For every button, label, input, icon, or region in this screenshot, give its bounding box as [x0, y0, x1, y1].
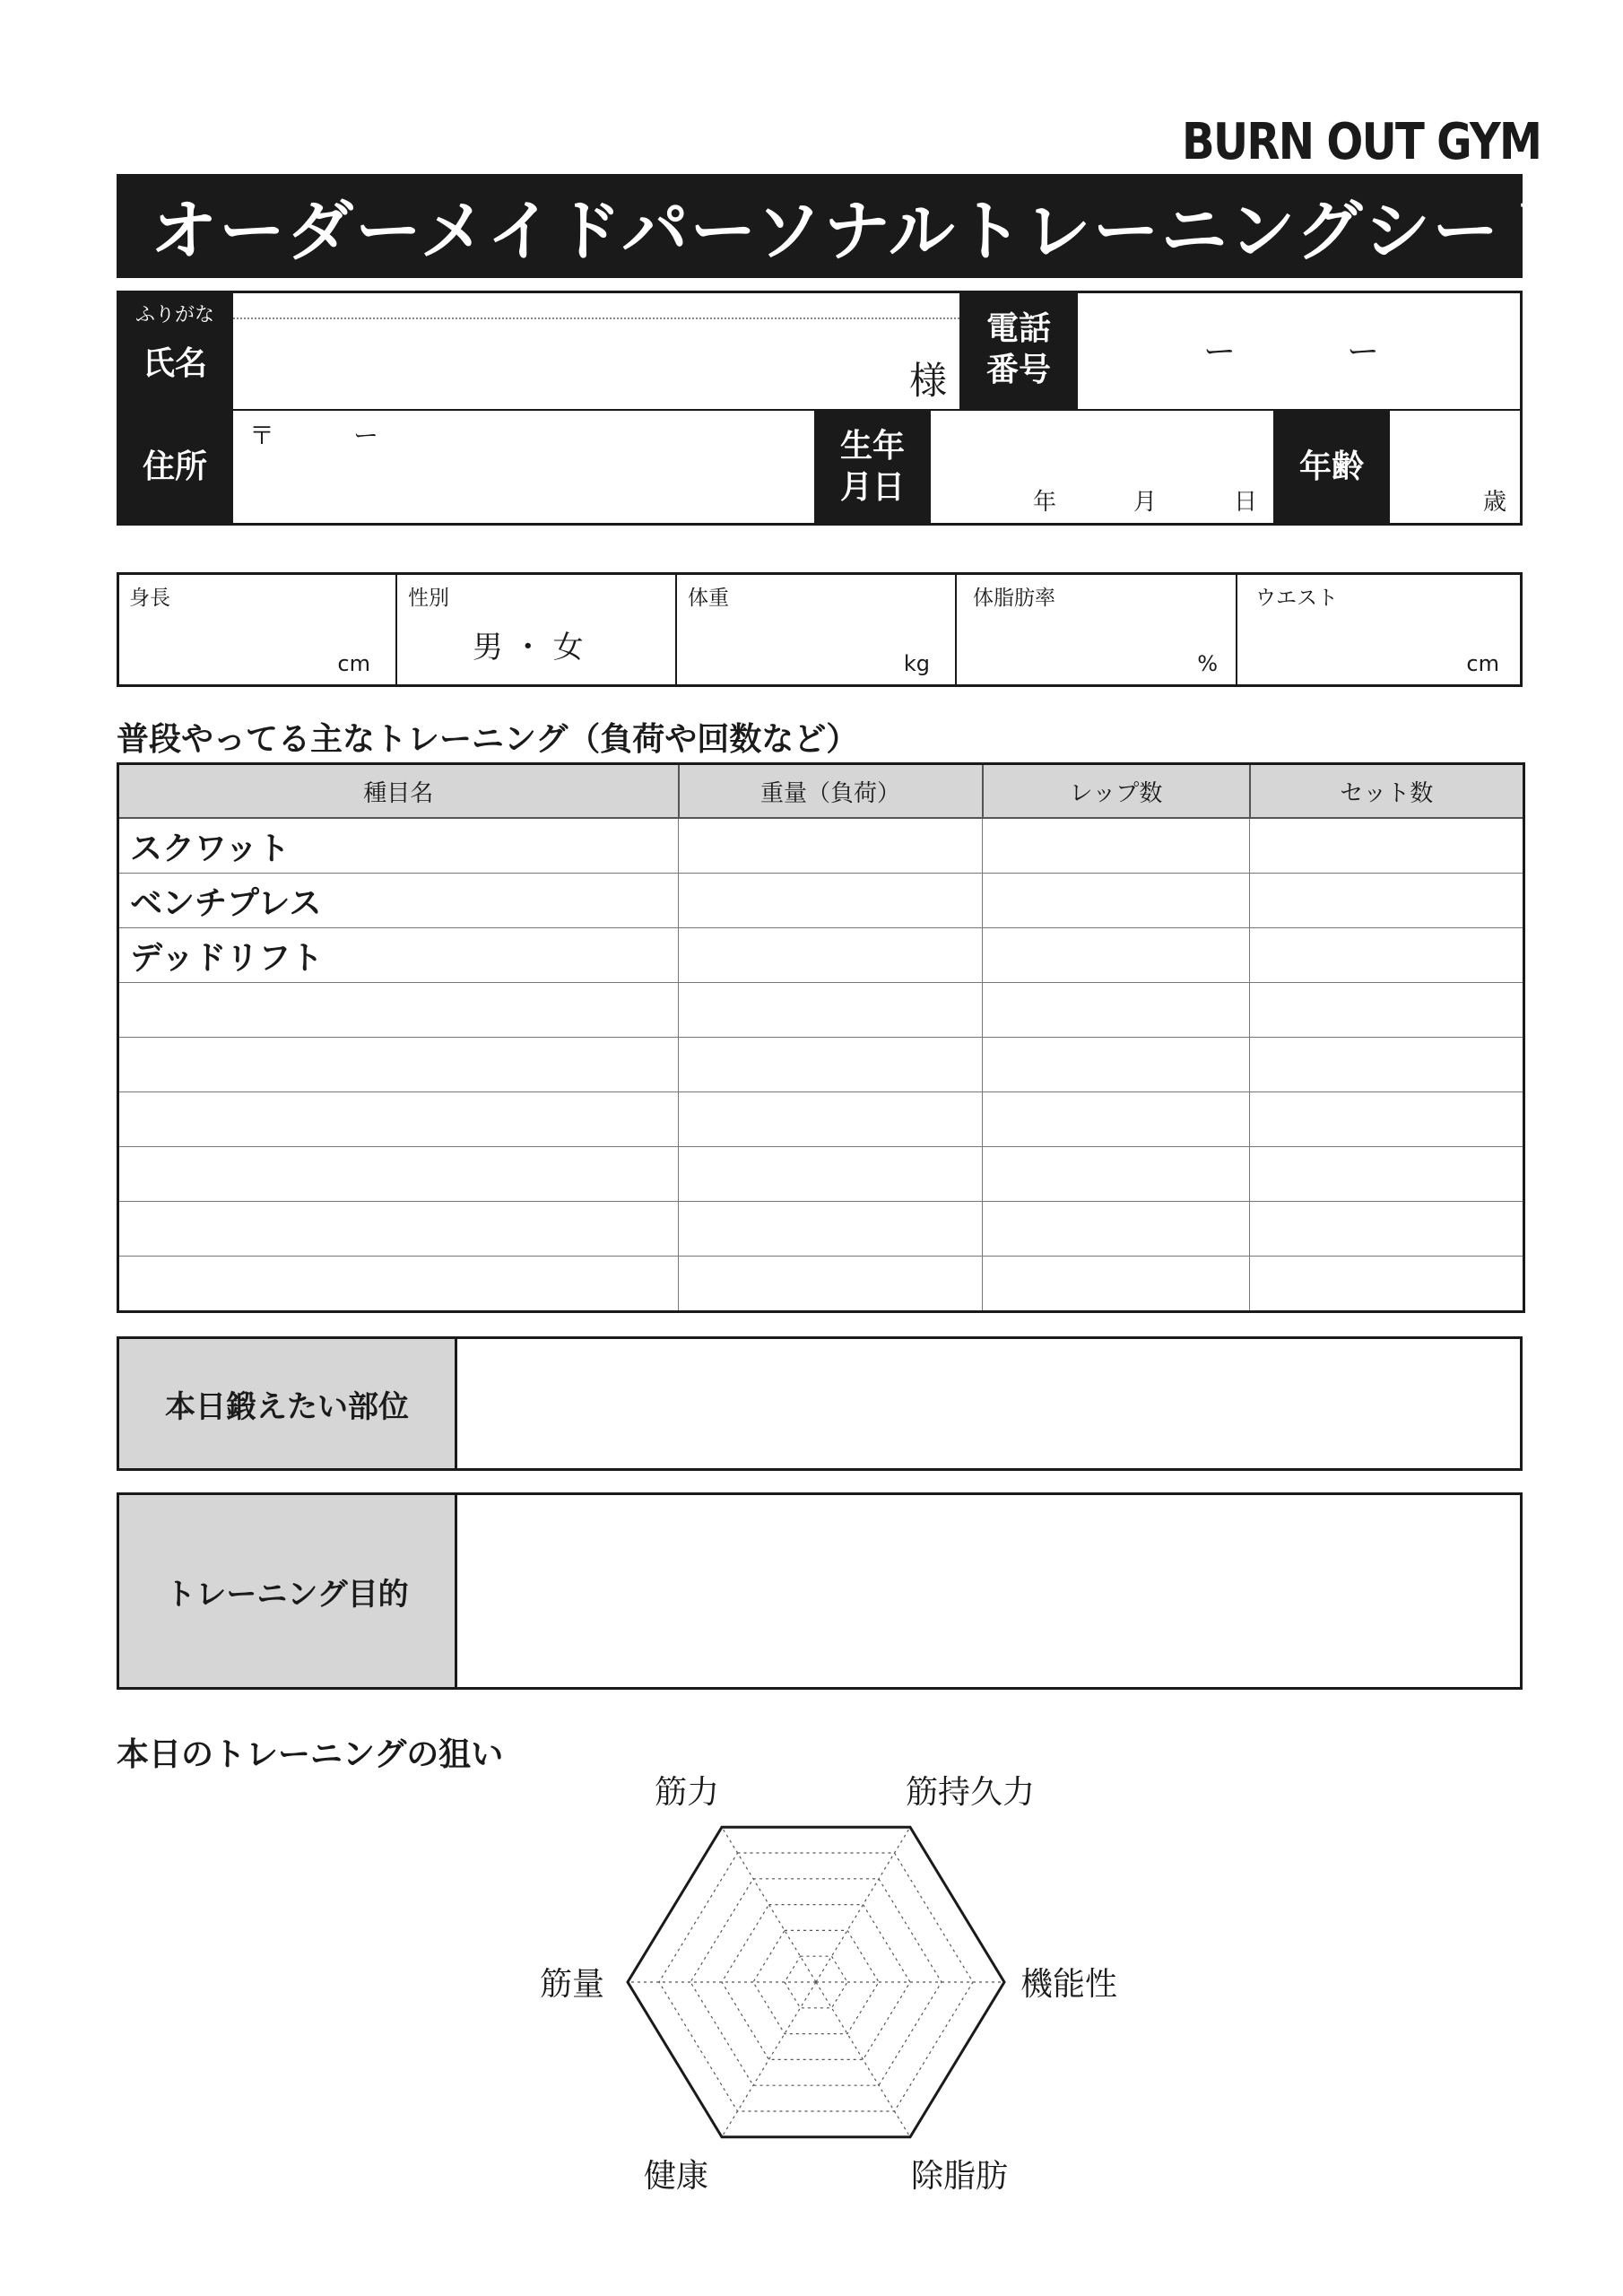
name-input[interactable]: [233, 321, 959, 409]
table-row: [118, 1257, 1524, 1312]
reps-cell[interactable]: [983, 1092, 1250, 1147]
reps-cell[interactable]: [983, 818, 1250, 874]
birthdate-label-1: 生年: [839, 428, 905, 465]
weight-cell[interactable]: [679, 1092, 983, 1147]
weight-cell[interactable]: [679, 1147, 983, 1202]
name-label: 氏名: [142, 345, 207, 382]
target-area-label-cell: [119, 1339, 457, 1468]
height-label: 身長: [129, 587, 170, 610]
sets-cell[interactable]: [1250, 1038, 1524, 1092]
axis-label-endurance: 筋持久力: [906, 1774, 1036, 1811]
phone-input[interactable]: [1078, 291, 1523, 409]
goal-label-cell: [119, 1495, 457, 1687]
sets-cell[interactable]: [1250, 983, 1524, 1038]
exercise-cell[interactable]: スクワット: [118, 818, 679, 874]
weight-field[interactable]: [675, 572, 955, 687]
postal-dash: ー: [353, 421, 379, 450]
phone-label-cell: [959, 291, 1078, 409]
table-row: [118, 1202, 1524, 1257]
phone-separator-1: ー: [1203, 334, 1237, 370]
bodyfat-unit: %: [1197, 651, 1218, 676]
height-unit: cm: [337, 651, 370, 676]
reps-cell[interactable]: [983, 874, 1250, 928]
postal-mark: 〒: [249, 421, 275, 450]
target-area-label: 本日鍛えたい部位: [165, 1388, 409, 1425]
age-label-cell: [1273, 409, 1390, 526]
age-label: 年齢: [1298, 448, 1364, 485]
reps-cell[interactable]: [983, 928, 1250, 983]
sets-cell[interactable]: [1250, 1147, 1524, 1202]
name-label-cell: [117, 291, 233, 409]
logo-text: BURN OUT GYM: [1182, 113, 1541, 171]
table-row: [118, 983, 1524, 1038]
table-row: [118, 1147, 1524, 1202]
axis-label-health: 健康: [644, 2158, 709, 2195]
weight-label: 体重: [688, 587, 729, 610]
training-table: [117, 762, 1525, 1313]
sets-cell[interactable]: [1250, 1257, 1524, 1312]
address-label-cell: [117, 409, 233, 526]
axis-label-strength: 筋力: [655, 1774, 720, 1811]
exercise-cell[interactable]: [118, 1038, 679, 1092]
weight-unit: kg: [903, 651, 930, 676]
month-unit: 月: [1133, 489, 1158, 516]
column-header: 種目名: [118, 764, 679, 819]
radar-grid: [628, 1827, 1004, 2137]
column-header: セット数: [1250, 764, 1524, 819]
waist-label: ウエスト: [1255, 587, 1338, 610]
table-row: [118, 818, 1524, 874]
weight-cell[interactable]: [679, 1202, 983, 1257]
exercise-cell[interactable]: [118, 1257, 679, 1312]
birthdate-label-2: 月日: [839, 469, 905, 506]
page-title: オーダーメイドパーソナルトレーニングシート: [151, 193, 1569, 270]
furigana-label: ふりがな: [135, 304, 214, 326]
exercise-cell[interactable]: デッドリフト: [118, 928, 679, 983]
exercise-cell[interactable]: [118, 1092, 679, 1147]
table-row: [118, 928, 1524, 983]
table-row: [118, 874, 1524, 928]
axis-label-fat-loss: 除脂肪: [911, 2158, 1009, 2195]
weight-cell[interactable]: [679, 874, 983, 928]
sets-cell[interactable]: [1250, 1202, 1524, 1257]
axis-label-functionality: 機能性: [1020, 1966, 1118, 2003]
sets-cell[interactable]: [1250, 928, 1524, 983]
aim-heading: 本日のトレーニングの狙い: [117, 1736, 504, 1773]
goal-label: トレーニング目的: [165, 1576, 409, 1613]
gender-label: 性別: [408, 587, 449, 610]
page-title-band: [117, 174, 1569, 278]
table-row: [118, 1092, 1524, 1147]
weight-cell[interactable]: [679, 983, 983, 1038]
exercise-cell[interactable]: ベンチプレス: [118, 874, 679, 928]
gender-field[interactable]: [395, 572, 675, 687]
age-unit: 歳: [1482, 489, 1506, 516]
column-header: 重量（負荷）: [679, 764, 983, 819]
gym-logo: [1182, 113, 1541, 171]
table-row: [118, 1038, 1524, 1092]
reps-cell[interactable]: [983, 1257, 1250, 1312]
axis-label-muscle-mass: 筋量: [540, 1966, 605, 2003]
target-area-box: [117, 1336, 1523, 1471]
exercise-cell[interactable]: [118, 1147, 679, 1202]
reps-cell[interactable]: [983, 1202, 1250, 1257]
honorific: 様: [908, 359, 947, 403]
bodyfat-field[interactable]: [955, 572, 1236, 687]
gender-options: 男 ・ 女: [473, 630, 584, 665]
weight-cell[interactable]: [679, 818, 983, 874]
weight-cell[interactable]: [679, 1038, 983, 1092]
reps-cell[interactable]: [983, 983, 1250, 1038]
target-area-input[interactable]: [457, 1339, 1520, 1468]
column-header: レップ数: [983, 764, 1250, 819]
weight-cell[interactable]: [679, 928, 983, 983]
birthdate-label-cell: [814, 409, 931, 526]
waist-unit: cm: [1466, 651, 1499, 676]
exercise-cell[interactable]: [118, 1202, 679, 1257]
reps-cell[interactable]: [983, 1038, 1250, 1092]
height-field[interactable]: [117, 572, 395, 687]
phone-label-2: 番号: [985, 352, 1051, 388]
bodyfat-label: 体脂肪率: [973, 587, 1055, 610]
sets-cell[interactable]: [1250, 874, 1524, 928]
age-input[interactable]: [1390, 409, 1523, 526]
furigana-input[interactable]: [233, 291, 959, 319]
day-unit: 日: [1234, 489, 1258, 516]
training-heading: 普段やってる主なトレーニング（負荷や回数など）: [117, 721, 859, 758]
birthdate-input[interactable]: [931, 409, 1273, 526]
weight-cell[interactable]: [679, 1257, 983, 1312]
exercise-cell[interactable]: [118, 983, 679, 1038]
sets-cell[interactable]: [1250, 1092, 1524, 1147]
address-input[interactable]: [233, 409, 814, 526]
reps-cell[interactable]: [983, 1147, 1250, 1202]
radar-chart[interactable]: [610, 1803, 1022, 2161]
waist-field[interactable]: [1236, 572, 1523, 687]
phone-separator-2: ー: [1347, 334, 1380, 370]
address-label: 住所: [142, 448, 207, 485]
radar-spoke: [722, 1982, 816, 2137]
phone-label-1: 電話: [985, 310, 1051, 347]
sets-cell[interactable]: [1250, 818, 1524, 874]
training-goal-box: [117, 1492, 1523, 1690]
table-header-row: [118, 764, 1524, 819]
goal-input[interactable]: [457, 1495, 1520, 1687]
year-unit: 年: [1033, 489, 1057, 516]
